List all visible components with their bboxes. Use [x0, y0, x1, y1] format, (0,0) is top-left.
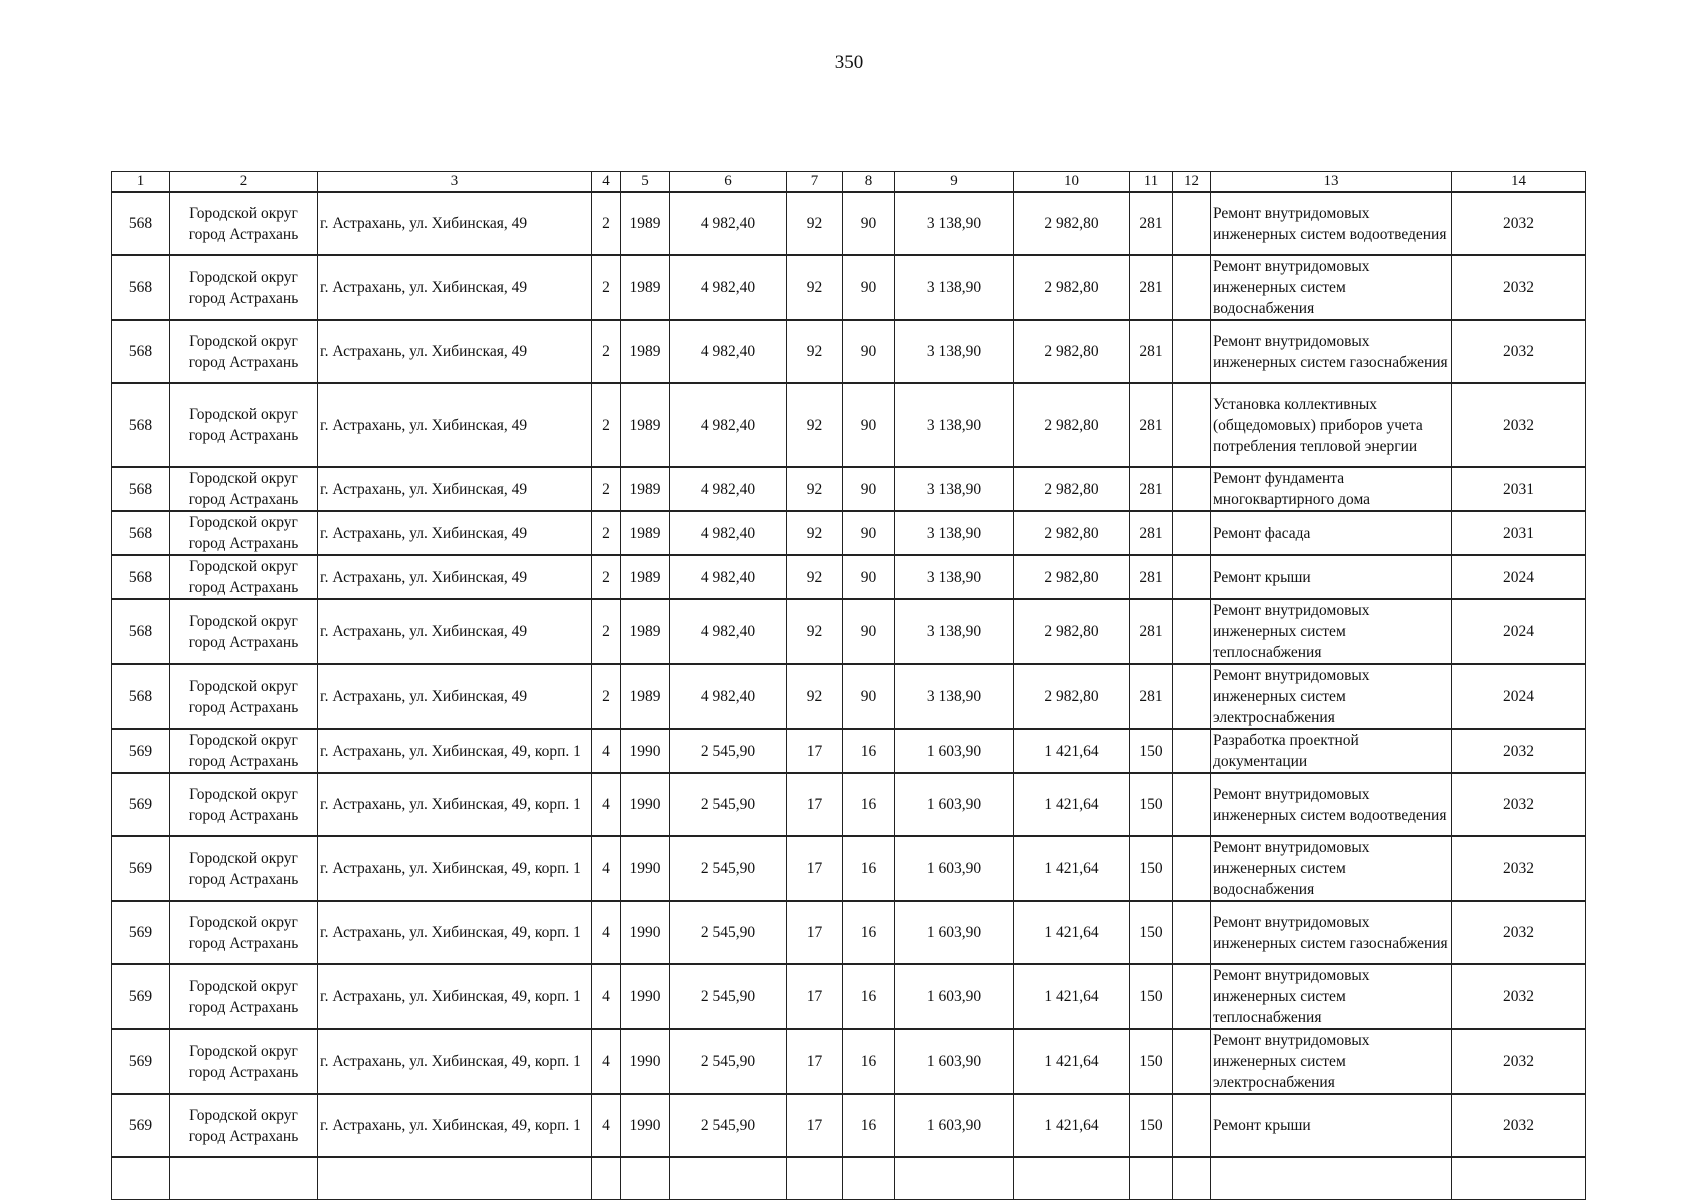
column-header: 6 — [670, 172, 787, 193]
cell-year: 1990 — [621, 773, 670, 836]
cell-col6: 4 982,40 — [670, 255, 787, 320]
cell-col6: 2 545,90 — [670, 1029, 787, 1094]
table-row — [112, 901, 1586, 964]
cell-address: г. Астрахань, ул. Хибинская, 49 — [318, 599, 592, 664]
cell-col4: 4 — [592, 773, 621, 836]
data-table — [111, 171, 1586, 1200]
cell-col7: 17 — [787, 836, 843, 901]
cell-col9: 3 138,90 — [895, 192, 1014, 255]
cell-col9: 1 603,90 — [895, 729, 1014, 773]
cell-plan-year: 2032 — [1452, 1029, 1586, 1094]
cell-col8: 90 — [843, 555, 895, 599]
cell-plan-year: 2032 — [1452, 192, 1586, 255]
cell-col6: 4 982,40 — [670, 555, 787, 599]
cell-year — [621, 1157, 670, 1199]
cell-col10: 2 982,80 — [1014, 383, 1130, 467]
cell-col12 — [1173, 836, 1211, 901]
cell-number: 568 — [112, 467, 170, 511]
column-header: 2 — [170, 172, 318, 193]
cell-col8: 16 — [843, 729, 895, 773]
cell-work-type: Ремонт внутридомовых инженерных систем теплоснабжения — [1211, 964, 1452, 1029]
cell-plan-year: 2031 — [1452, 511, 1586, 555]
cell-work-type: Ремонт крыши — [1211, 555, 1452, 599]
cell-municipality: Городской округ город Астрахань — [170, 383, 318, 467]
cell-col7 — [787, 1157, 843, 1199]
cell-col8: 90 — [843, 467, 895, 511]
cell-col4: 2 — [592, 511, 621, 555]
cell-address: г. Астрахань, ул. Хибинская, 49, корп. 1 — [318, 1029, 592, 1094]
table-row — [112, 664, 1586, 729]
cell-municipality: Городской округ город Астрахань — [170, 836, 318, 901]
cell-col11: 150 — [1130, 729, 1173, 773]
cell-year: 1989 — [621, 320, 670, 383]
cell-address: г. Астрахань, ул. Хибинская, 49 — [318, 192, 592, 255]
cell-col10 — [1014, 1157, 1130, 1199]
cell-address: г. Астрахань, ул. Хибинская, 49, корп. 1 — [318, 1094, 592, 1157]
cell-work-type: Ремонт крыши — [1211, 1094, 1452, 1157]
cell-col4: 2 — [592, 467, 621, 511]
table-row — [112, 1157, 1586, 1199]
cell-number: 568 — [112, 320, 170, 383]
cell-col10: 2 982,80 — [1014, 599, 1130, 664]
cell-col8: 16 — [843, 773, 895, 836]
column-header: 12 — [1173, 172, 1211, 193]
cell-col8: 90 — [843, 383, 895, 467]
cell-plan-year: 2032 — [1452, 1094, 1586, 1157]
cell-col10: 1 421,64 — [1014, 729, 1130, 773]
cell-col10: 1 421,64 — [1014, 1029, 1130, 1094]
cell-col8: 90 — [843, 255, 895, 320]
cell-col12 — [1173, 729, 1211, 773]
cell-col9 — [895, 1157, 1014, 1199]
cell-col11: 281 — [1130, 192, 1173, 255]
cell-col8: 16 — [843, 1029, 895, 1094]
cell-address: г. Астрахань, ул. Хибинская, 49, корп. 1 — [318, 729, 592, 773]
cell-col6: 4 982,40 — [670, 320, 787, 383]
cell-year: 1989 — [621, 599, 670, 664]
cell-col9: 3 138,90 — [895, 599, 1014, 664]
cell-year: 1990 — [621, 901, 670, 964]
cell-col4: 4 — [592, 1029, 621, 1094]
cell-work-type: Ремонт фасада — [1211, 511, 1452, 555]
cell-address: г. Астрахань, ул. Хибинская, 49 — [318, 320, 592, 383]
cell-number: 569 — [112, 1094, 170, 1157]
cell-plan-year: 2031 — [1452, 467, 1586, 511]
cell-col6: 4 982,40 — [670, 467, 787, 511]
cell-col7: 92 — [787, 192, 843, 255]
table-row — [112, 729, 1586, 773]
cell-col8: 16 — [843, 836, 895, 901]
cell-col12 — [1173, 320, 1211, 383]
cell-municipality: Городской округ город Астрахань — [170, 555, 318, 599]
cell-col10: 1 421,64 — [1014, 773, 1130, 836]
cell-number: 569 — [112, 1029, 170, 1094]
table-row — [112, 555, 1586, 599]
cell-col9: 1 603,90 — [895, 1094, 1014, 1157]
cell-col11: 281 — [1130, 320, 1173, 383]
cell-address: г. Астрахань, ул. Хибинская, 49 — [318, 511, 592, 555]
cell-number: 569 — [112, 836, 170, 901]
cell-col8 — [843, 1157, 895, 1199]
table-row — [112, 511, 1586, 555]
cell-year: 1989 — [621, 511, 670, 555]
table-row — [112, 964, 1586, 1029]
cell-address: г. Астрахань, ул. Хибинская, 49, корп. 1 — [318, 901, 592, 964]
cell-col7: 17 — [787, 1029, 843, 1094]
cell-col7: 92 — [787, 255, 843, 320]
cell-col6: 2 545,90 — [670, 836, 787, 901]
cell-col12 — [1173, 1094, 1211, 1157]
cell-plan-year: 2032 — [1452, 383, 1586, 467]
cell-col6: 4 982,40 — [670, 599, 787, 664]
cell-col6: 2 545,90 — [670, 964, 787, 1029]
cell-work-type: Установка коллективных (общедомовых) приборов учета потребления тепловой энергии — [1211, 383, 1452, 467]
cell-col12 — [1173, 901, 1211, 964]
cell-number — [112, 1157, 170, 1199]
page-number: 350 — [834, 52, 864, 73]
cell-number: 568 — [112, 664, 170, 729]
cell-col10: 1 421,64 — [1014, 836, 1130, 901]
cell-work-type: Ремонт внутридомовых инженерных систем водоснабжения — [1211, 255, 1452, 320]
cell-year: 1989 — [621, 383, 670, 467]
cell-year: 1990 — [621, 836, 670, 901]
cell-col11: 281 — [1130, 255, 1173, 320]
table-row — [112, 383, 1586, 467]
cell-col4: 4 — [592, 901, 621, 964]
cell-col11: 150 — [1130, 901, 1173, 964]
column-header: 10 — [1014, 172, 1130, 193]
cell-col8: 16 — [843, 964, 895, 1029]
cell-municipality — [170, 1157, 318, 1199]
column-header: 9 — [895, 172, 1014, 193]
cell-col9: 3 138,90 — [895, 320, 1014, 383]
cell-col10: 2 982,80 — [1014, 192, 1130, 255]
column-header: 14 — [1452, 172, 1586, 193]
cell-year: 1989 — [621, 555, 670, 599]
cell-work-type: Разработка проектной документации — [1211, 729, 1452, 773]
table-row — [112, 467, 1586, 511]
cell-col8: 90 — [843, 599, 895, 664]
cell-col7: 92 — [787, 664, 843, 729]
cell-plan-year: 2024 — [1452, 599, 1586, 664]
cell-col6: 2 545,90 — [670, 901, 787, 964]
cell-col8: 90 — [843, 664, 895, 729]
cell-municipality: Городской округ город Астрахань — [170, 320, 318, 383]
cell-plan-year: 2032 — [1452, 773, 1586, 836]
cell-col7: 92 — [787, 511, 843, 555]
cell-col12 — [1173, 555, 1211, 599]
cell-col11: 281 — [1130, 555, 1173, 599]
table-row — [112, 773, 1586, 836]
cell-col7: 17 — [787, 964, 843, 1029]
cell-col8: 90 — [843, 511, 895, 555]
cell-col11: 150 — [1130, 836, 1173, 901]
cell-col4: 2 — [592, 192, 621, 255]
cell-municipality: Городской округ город Астрахань — [170, 255, 318, 320]
cell-work-type: Ремонт внутридомовых инженерных систем газоснабжения — [1211, 901, 1452, 964]
cell-col11: 281 — [1130, 664, 1173, 729]
cell-year: 1990 — [621, 1094, 670, 1157]
cell-col10: 2 982,80 — [1014, 664, 1130, 729]
cell-col10: 2 982,80 — [1014, 320, 1130, 383]
cell-col9: 1 603,90 — [895, 773, 1014, 836]
cell-col12 — [1173, 1157, 1211, 1199]
cell-col4: 2 — [592, 599, 621, 664]
cell-col10: 2 982,80 — [1014, 555, 1130, 599]
column-header: 11 — [1130, 172, 1173, 193]
cell-col10: 1 421,64 — [1014, 901, 1130, 964]
cell-number: 568 — [112, 255, 170, 320]
cell-municipality: Городской округ город Астрахань — [170, 192, 318, 255]
cell-col11: 281 — [1130, 599, 1173, 664]
cell-col11: 150 — [1130, 964, 1173, 1029]
cell-col4: 2 — [592, 664, 621, 729]
cell-municipality: Городской округ город Астрахань — [170, 511, 318, 555]
cell-address: г. Астрахань, ул. Хибинская, 49 — [318, 255, 592, 320]
cell-plan-year: 2032 — [1452, 901, 1586, 964]
cell-number: 569 — [112, 773, 170, 836]
cell-work-type — [1211, 1157, 1452, 1199]
cell-number: 569 — [112, 901, 170, 964]
cell-col7: 92 — [787, 599, 843, 664]
cell-col6: 2 545,90 — [670, 729, 787, 773]
table-row — [112, 192, 1586, 255]
cell-col12 — [1173, 964, 1211, 1029]
cell-plan-year: 2032 — [1452, 320, 1586, 383]
cell-col12 — [1173, 664, 1211, 729]
cell-col11: 281 — [1130, 383, 1173, 467]
table-row — [112, 1094, 1586, 1157]
column-header: 5 — [621, 172, 670, 193]
cell-col9: 3 138,90 — [895, 555, 1014, 599]
cell-work-type: Ремонт внутридомовых инженерных систем электроснабжения — [1211, 664, 1452, 729]
table-row — [112, 255, 1586, 320]
cell-address: г. Астрахань, ул. Хибинская, 49 — [318, 664, 592, 729]
cell-col8: 16 — [843, 1094, 895, 1157]
cell-year: 1989 — [621, 467, 670, 511]
cell-work-type: Ремонт внутридомовых инженерных систем водоотведения — [1211, 192, 1452, 255]
cell-municipality: Городской округ город Астрахань — [170, 1029, 318, 1094]
cell-work-type: Ремонт внутридомовых инженерных систем водоснабжения — [1211, 836, 1452, 901]
cell-col11: 281 — [1130, 467, 1173, 511]
cell-col4: 2 — [592, 555, 621, 599]
cell-municipality: Городской округ город Астрахань — [170, 664, 318, 729]
cell-col11 — [1130, 1157, 1173, 1199]
cell-number: 568 — [112, 599, 170, 664]
column-header: 13 — [1211, 172, 1452, 193]
column-header: 4 — [592, 172, 621, 193]
cell-col10: 1 421,64 — [1014, 1094, 1130, 1157]
cell-plan-year: 2032 — [1452, 255, 1586, 320]
cell-plan-year: 2024 — [1452, 664, 1586, 729]
cell-col4: 4 — [592, 964, 621, 1029]
cell-year: 1990 — [621, 1029, 670, 1094]
cell-number: 568 — [112, 511, 170, 555]
cell-col11: 150 — [1130, 1094, 1173, 1157]
cell-col6: 2 545,90 — [670, 1094, 787, 1157]
cell-col7: 92 — [787, 467, 843, 511]
cell-col7: 17 — [787, 901, 843, 964]
cell-number: 568 — [112, 555, 170, 599]
cell-number: 568 — [112, 383, 170, 467]
cell-number: 569 — [112, 729, 170, 773]
cell-col9: 3 138,90 — [895, 467, 1014, 511]
cell-col4: 4 — [592, 836, 621, 901]
cell-col9: 3 138,90 — [895, 664, 1014, 729]
cell-col8: 16 — [843, 901, 895, 964]
cell-col8: 90 — [843, 320, 895, 383]
cell-municipality: Городской округ город Астрахань — [170, 964, 318, 1029]
cell-col12 — [1173, 255, 1211, 320]
table-row — [112, 1029, 1586, 1094]
cell-municipality: Городской округ город Астрахань — [170, 467, 318, 511]
column-header: 8 — [843, 172, 895, 193]
cell-work-type: Ремонт внутридомовых инженерных систем электроснабжения — [1211, 1029, 1452, 1094]
cell-col12 — [1173, 1029, 1211, 1094]
cell-col9: 3 138,90 — [895, 255, 1014, 320]
cell-col4: 4 — [592, 1094, 621, 1157]
table-row — [112, 836, 1586, 901]
cell-address: г. Астрахань, ул. Хибинская, 49, корп. 1 — [318, 836, 592, 901]
cell-col7: 17 — [787, 1094, 843, 1157]
cell-col9: 3 138,90 — [895, 511, 1014, 555]
cell-address: г. Астрахань, ул. Хибинская, 49 — [318, 383, 592, 467]
cell-col9: 3 138,90 — [895, 383, 1014, 467]
cell-col6 — [670, 1157, 787, 1199]
column-header: 1 — [112, 172, 170, 193]
cell-municipality: Городской округ город Астрахань — [170, 773, 318, 836]
cell-address: г. Астрахань, ул. Хибинская, 49 — [318, 467, 592, 511]
cell-col9: 1 603,90 — [895, 964, 1014, 1029]
cell-address: г. Астрахань, ул. Хибинская, 49, корп. 1 — [318, 773, 592, 836]
cell-municipality: Городской округ город Астрахань — [170, 1094, 318, 1157]
cell-col9: 1 603,90 — [895, 836, 1014, 901]
cell-col12 — [1173, 511, 1211, 555]
table-row — [112, 320, 1586, 383]
cell-col12 — [1173, 773, 1211, 836]
cell-col11: 281 — [1130, 511, 1173, 555]
cell-col11: 150 — [1130, 773, 1173, 836]
cell-address: г. Астрахань, ул. Хибинская, 49 — [318, 555, 592, 599]
cell-address: г. Астрахань, ул. Хибинская, 49, корп. 1 — [318, 964, 592, 1029]
cell-col7: 17 — [787, 773, 843, 836]
cell-municipality: Городской округ город Астрахань — [170, 729, 318, 773]
cell-col8: 90 — [843, 192, 895, 255]
cell-year: 1989 — [621, 255, 670, 320]
cell-work-type: Ремонт фундамента многоквартирного дома — [1211, 467, 1452, 511]
cell-col9: 1 603,90 — [895, 901, 1014, 964]
cell-col12 — [1173, 383, 1211, 467]
cell-col7: 17 — [787, 729, 843, 773]
cell-col12 — [1173, 599, 1211, 664]
cell-col10: 1 421,64 — [1014, 964, 1130, 1029]
table-row — [112, 599, 1586, 664]
cell-col7: 92 — [787, 320, 843, 383]
cell-col6: 4 982,40 — [670, 511, 787, 555]
cell-col6: 2 545,90 — [670, 773, 787, 836]
cell-year: 1989 — [621, 664, 670, 729]
cell-col12 — [1173, 192, 1211, 255]
cell-col6: 4 982,40 — [670, 192, 787, 255]
cell-number: 568 — [112, 192, 170, 255]
cell-address — [318, 1157, 592, 1199]
cell-plan-year — [1452, 1157, 1586, 1199]
cell-plan-year: 2032 — [1452, 836, 1586, 901]
cell-work-type: Ремонт внутридомовых инженерных систем газоснабжения — [1211, 320, 1452, 383]
header-row — [112, 172, 1586, 193]
column-header: 3 — [318, 172, 592, 193]
cell-number: 569 — [112, 964, 170, 1029]
cell-plan-year: 2024 — [1452, 555, 1586, 599]
cell-year: 1990 — [621, 964, 670, 1029]
cell-col4 — [592, 1157, 621, 1199]
cell-municipality: Городской округ город Астрахань — [170, 901, 318, 964]
cell-col10: 2 982,80 — [1014, 511, 1130, 555]
cell-year: 1989 — [621, 192, 670, 255]
cell-col11: 150 — [1130, 1029, 1173, 1094]
cell-work-type: Ремонт внутридомовых инженерных систем водоотведения — [1211, 773, 1452, 836]
cell-col4: 2 — [592, 255, 621, 320]
cell-col7: 92 — [787, 383, 843, 467]
cell-col12 — [1173, 467, 1211, 511]
cell-col6: 4 982,40 — [670, 664, 787, 729]
cell-col9: 1 603,90 — [895, 1029, 1014, 1094]
cell-col6: 4 982,40 — [670, 383, 787, 467]
cell-col10: 2 982,80 — [1014, 467, 1130, 511]
cell-col4: 2 — [592, 383, 621, 467]
cell-plan-year: 2032 — [1452, 964, 1586, 1029]
cell-col4: 2 — [592, 320, 621, 383]
cell-col4: 4 — [592, 729, 621, 773]
cell-col10: 2 982,80 — [1014, 255, 1130, 320]
cell-municipality: Городской округ город Астрахань — [170, 599, 318, 664]
cell-col7: 92 — [787, 555, 843, 599]
cell-year: 1990 — [621, 729, 670, 773]
cell-plan-year: 2032 — [1452, 729, 1586, 773]
cell-work-type: Ремонт внутридомовых инженерных систем теплоснабжения — [1211, 599, 1452, 664]
column-header: 7 — [787, 172, 843, 193]
